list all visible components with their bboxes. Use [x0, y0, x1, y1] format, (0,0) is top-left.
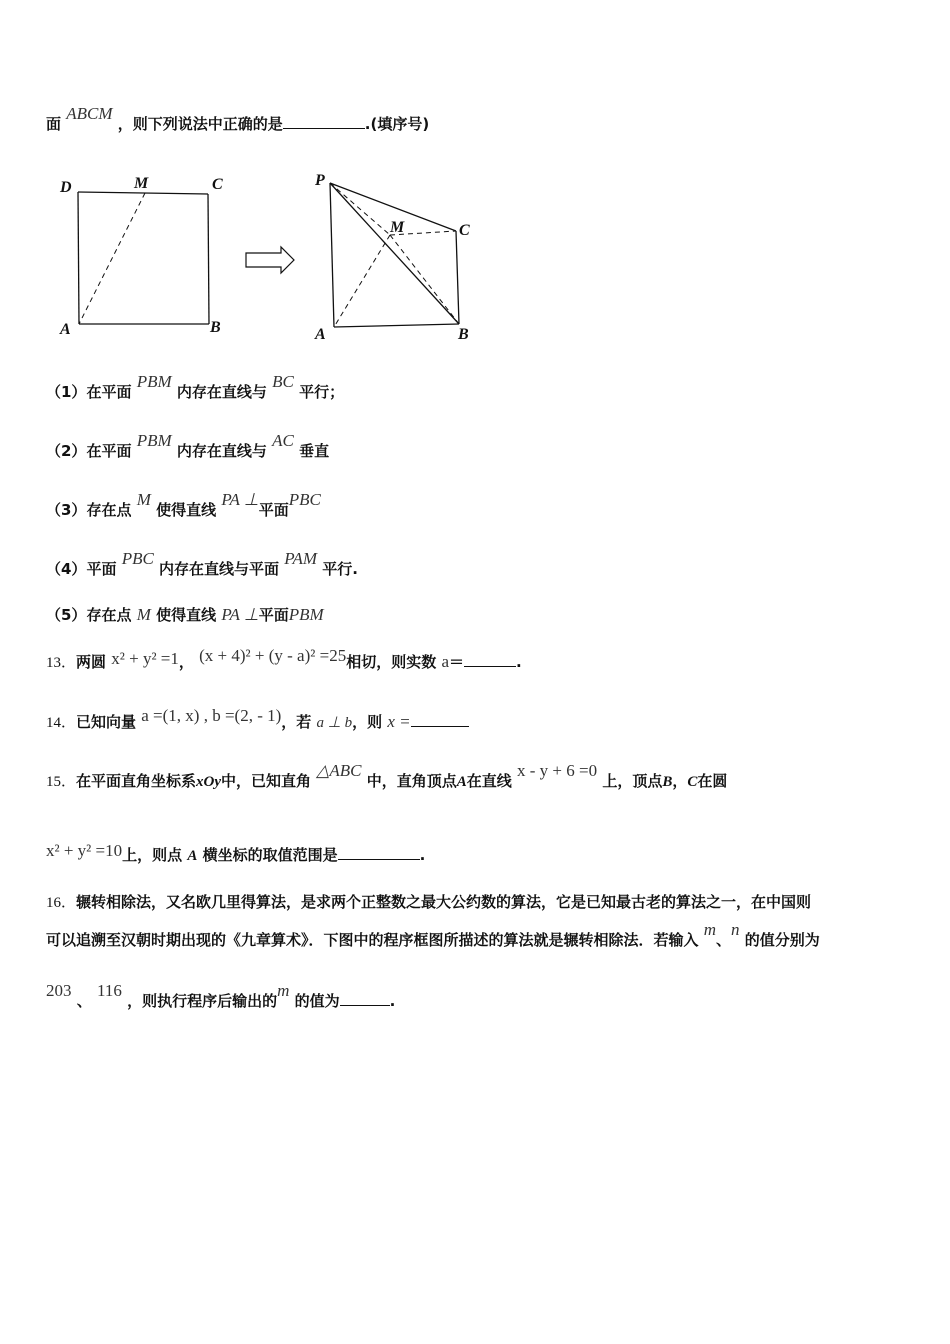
variable: a: [441, 652, 449, 671]
option-3: [46, 490, 321, 520]
equation: x² + y² =10: [46, 841, 123, 860]
option-text: 在平面: [86, 383, 132, 401]
math-plane-abcm: ABCM: [66, 104, 113, 123]
question-text: 中，已知直角: [221, 772, 312, 790]
label-p: P: [315, 172, 325, 189]
label-c-left: C: [212, 176, 223, 193]
question-16-line2: [46, 920, 820, 950]
variable: C: [687, 774, 698, 790]
option-5: [46, 605, 324, 625]
question-text: ，若: [281, 713, 312, 731]
geometry-figure: [0, 165, 950, 345]
number-value: 116: [96, 981, 122, 1000]
question-text: ，则: [352, 713, 383, 731]
option-math: PA ⊥: [221, 605, 259, 624]
option-math: AC: [272, 431, 294, 450]
question-text: 的值分别为: [744, 931, 820, 949]
option-index: （2）: [46, 442, 87, 460]
variable: B: [662, 774, 673, 790]
equation: x² + y² =1: [111, 649, 179, 668]
option-text: 平面: [258, 606, 289, 624]
option-4: [46, 549, 358, 579]
equation: a ⊥ b: [316, 715, 353, 731]
question-14: [46, 706, 469, 733]
option-text: 平面: [86, 560, 117, 578]
question-text: 、: [716, 931, 732, 949]
option-text: 使得直线: [156, 606, 217, 624]
question-text: 横坐标的取值范围是: [202, 846, 338, 864]
question-number: 16．: [46, 895, 77, 911]
option-math: PAM: [284, 549, 318, 568]
question-text: .: [419, 846, 426, 864]
label-m-left: M: [134, 175, 149, 192]
answer-blank[interactable]: [340, 991, 390, 1006]
question-text: ，: [178, 653, 194, 671]
equation: a =(1, x) , b =(2, - 1): [141, 706, 282, 725]
equation: x =: [387, 712, 411, 731]
intro-line: [46, 104, 430, 134]
question-text: 已知向量: [76, 713, 137, 731]
variable: A: [456, 774, 467, 790]
question-text: 在平面直角坐标系: [76, 772, 197, 790]
question-15-line2: [46, 841, 426, 866]
number-value: 203: [46, 981, 72, 1000]
question-number: 13．: [46, 655, 77, 671]
option-math: M: [136, 605, 151, 624]
question-text: 两圆: [76, 653, 107, 671]
option-math: M: [136, 490, 151, 509]
label-c-right: C: [459, 222, 470, 239]
option-text: 内存在直线与: [176, 442, 267, 460]
question-text: 的值为: [294, 992, 340, 1010]
option-index: （1）: [46, 383, 87, 401]
label-m-right: M: [390, 219, 405, 236]
variable: m: [277, 981, 290, 1000]
question-text: 可以追溯至汉朝时期出现的《九章算术》．下图中的程序框图所描述的算法就是辗转相除法．若输入: [46, 931, 699, 949]
intro-suffix: .(填序号): [364, 115, 430, 133]
option-text: 存在点: [86, 501, 132, 519]
question-text: 上，顶点: [602, 772, 663, 790]
question-text: 辗转相除法，又名欧几里得算法，是求两个正整数之最大公约数的算法，它是已知最古老的算法之一，在中国则: [76, 893, 812, 911]
option-math: PBM: [136, 431, 172, 450]
option-text: 平面: [258, 501, 289, 519]
option-text: 平行；: [299, 383, 345, 401]
question-16-line3: [46, 981, 396, 1011]
question-15-line1: [46, 761, 728, 792]
option-2: [46, 431, 330, 461]
option-math: BC: [272, 372, 294, 391]
option-text: 存在点: [86, 606, 132, 624]
option-text: 使得直线: [156, 501, 217, 519]
equation: △ABC: [316, 761, 362, 780]
answer-blank[interactable]: [411, 712, 469, 727]
question-text: 在圆: [697, 772, 728, 790]
label-b-left: B: [210, 319, 221, 336]
square-figure: [59, 175, 223, 338]
label-d: D: [60, 179, 72, 196]
question-text: ＝: [449, 653, 465, 671]
label-a-right: A: [315, 326, 326, 343]
option-math: PA ⊥: [221, 490, 259, 509]
question-text: 在直线: [466, 772, 512, 790]
question-13: [46, 646, 522, 673]
option-index: （4）: [46, 560, 87, 578]
arrow-icon: [246, 247, 294, 273]
equation: (x + 4)² + (y - a)² =25: [199, 646, 347, 665]
question-text: 、: [76, 992, 92, 1010]
option-1: [46, 372, 345, 402]
option-text: 垂直: [299, 442, 330, 460]
intro-prefix: 面: [46, 115, 62, 133]
label-b-right: B: [458, 326, 469, 343]
label-a-left: A: [60, 321, 71, 338]
option-text: 平行.: [322, 560, 358, 578]
question-text: ，则执行程序后输出的: [127, 992, 278, 1010]
variable: n: [731, 920, 740, 939]
option-text: 内存在直线与平面: [159, 560, 280, 578]
answer-blank[interactable]: [464, 652, 516, 667]
answer-blank[interactable]: [283, 114, 365, 129]
option-index: （5）: [46, 606, 87, 624]
question-text: .: [516, 653, 522, 671]
question-text: 中，直角顶点: [366, 772, 457, 790]
option-index: （3）: [46, 501, 87, 519]
variable: A: [187, 848, 198, 864]
answer-blank[interactable]: [338, 845, 420, 860]
question-number: 14．: [46, 715, 77, 731]
question-text: ，: [672, 772, 688, 790]
option-math: PBC: [121, 549, 154, 568]
option-math: PBM: [288, 605, 324, 624]
question-number: 15．: [46, 774, 77, 790]
option-text: 内存在直线与: [176, 383, 267, 401]
option-math: PBC: [288, 490, 321, 509]
option-text: 在平面: [86, 442, 132, 460]
question-text: 上，则点: [122, 846, 183, 864]
pyramid-figure: [314, 172, 470, 343]
variable: m: [703, 920, 717, 939]
option-math: PBM: [136, 372, 172, 391]
question-text: .: [389, 992, 396, 1010]
equation: x - y + 6 =0: [516, 761, 598, 780]
intro-text: ，则下列说法中正确的是: [117, 115, 283, 133]
question-text: 相切，则实数: [346, 653, 437, 671]
variable: xOy: [196, 774, 222, 790]
question-16-line1: [46, 892, 811, 913]
